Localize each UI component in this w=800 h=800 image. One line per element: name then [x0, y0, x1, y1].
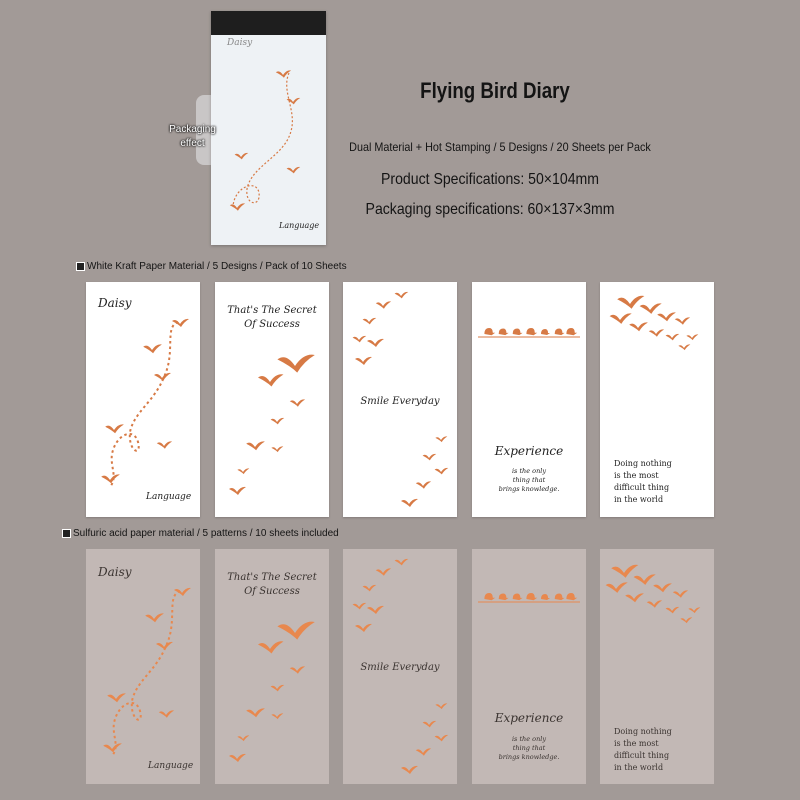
- card-doing-nothing-line3: difficult thing: [614, 483, 670, 492]
- card-experience-body: [472, 735, 586, 762]
- card-secret-line2: Of Success: [244, 586, 300, 597]
- packaging-spec: Packaging specifications: 60×137×3mm: [365, 201, 615, 218]
- card-doing-nothing-line4: in the world: [614, 763, 664, 772]
- card-experience-title: Experience: [494, 444, 564, 458]
- bullet-icon: [76, 262, 85, 271]
- card-language-footer: Language: [146, 492, 192, 502]
- frost-card-smile: [343, 549, 457, 784]
- card-secret-line1: That's The Secret: [227, 305, 317, 316]
- card-doing-nothing-line2: is the most: [614, 739, 659, 748]
- card-experience-line3: brings knowledge.: [498, 485, 560, 493]
- card-secret-line2: Of Success: [244, 319, 300, 330]
- frost-card-secret: [215, 549, 329, 784]
- card-doing-nothing-line3: difficult thing: [614, 751, 670, 760]
- card-secret-line1: That's The Secret: [227, 572, 317, 583]
- card-language-footer: Language: [148, 761, 194, 771]
- card-experience-line3: brings knowledge.: [498, 753, 560, 761]
- frost-card-daisy: [86, 549, 200, 784]
- card-experience-line1: is the only: [511, 735, 547, 743]
- card-smile-text: Smile Everyday: [360, 396, 440, 407]
- card-experience-title: Experience: [494, 711, 564, 725]
- card-doing-nothing-line2: is the most: [614, 471, 659, 480]
- bird-trail-illustration: [86, 549, 200, 784]
- white-card-secret: [215, 282, 329, 517]
- card-daisy-title: Daisy: [98, 565, 132, 579]
- card-experience-line1: is the only: [511, 467, 547, 475]
- card-doing-nothing-text: [614, 458, 672, 506]
- packaging-preview: [211, 11, 326, 245]
- white-card-doing-nothing: [600, 282, 714, 517]
- white-card-daisy: [86, 282, 200, 517]
- frost-row-label-text: Sulfuric acid paper material / 5 patterns / 10 sheets included: [73, 528, 339, 539]
- white-row-label: [76, 261, 347, 272]
- packaging-footer: Language: [279, 221, 320, 230]
- white-card-experience: [472, 282, 586, 517]
- white-row-label-text: White Kraft Paper Material / 5 Designs / Pack of 10 Sheets: [87, 261, 347, 272]
- frost-card-experience: [472, 549, 586, 784]
- bird-trail-illustration: [86, 282, 200, 517]
- product-spec: Product Specifications: 50×104mm: [381, 171, 599, 188]
- spec-line: Dual Material + Hot Stamping / 5 Designs / 20 Sheets per Pack: [349, 140, 651, 154]
- packaging-effect-label: [160, 123, 225, 151]
- card-experience-body: [472, 467, 586, 494]
- product-title: Flying Bird Diary: [420, 78, 570, 103]
- packaging-label-line2: effect: [180, 138, 205, 149]
- card-daisy-title: Daisy: [98, 296, 132, 310]
- frost-row-label: [62, 528, 339, 539]
- white-card-smile: [343, 282, 457, 517]
- frost-card-doing-nothing: [600, 549, 714, 784]
- card-experience-line2: thing that: [512, 476, 546, 484]
- card-doing-nothing-line4: in the world: [614, 495, 664, 504]
- card-experience-line2: thing that: [512, 744, 546, 752]
- packaging-label-line1: Packaging: [169, 124, 216, 135]
- packaging-header-band: [211, 11, 326, 35]
- card-doing-nothing-line1: Doing nothing: [614, 459, 672, 468]
- bullet-icon: [62, 529, 71, 538]
- flock-illustration: [215, 282, 329, 517]
- card-smile-text: Smile Everyday: [360, 662, 440, 673]
- card-doing-nothing-text: [614, 726, 672, 774]
- flock-illustration: [215, 549, 329, 784]
- card-doing-nothing-line1: Doing nothing: [614, 727, 672, 736]
- packaging-brand: Daisy: [227, 38, 253, 48]
